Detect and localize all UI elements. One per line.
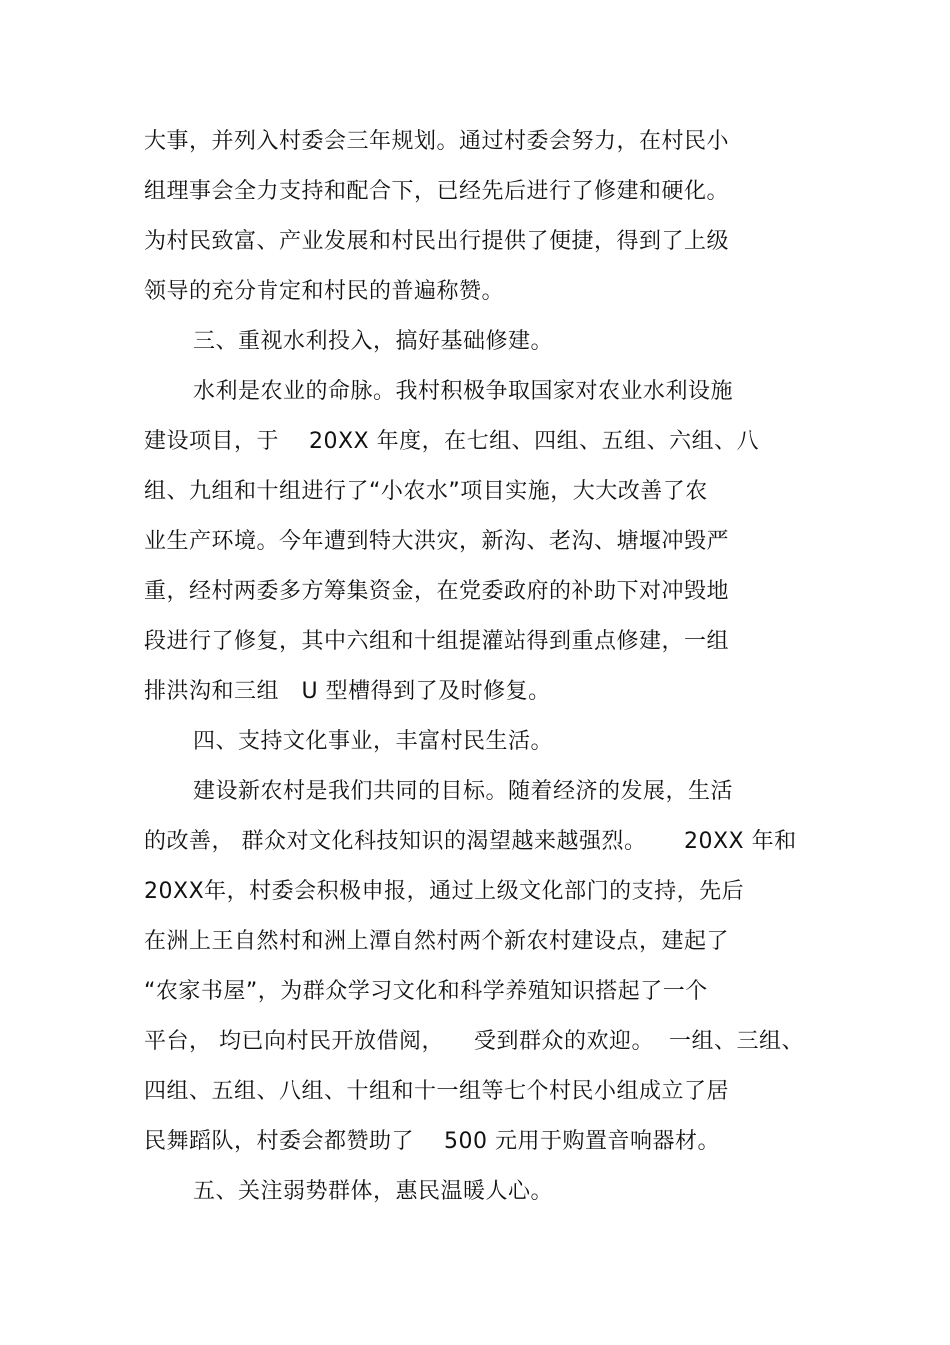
- text-line: 民舞蹈队，村委会都赞助了 500 元用于购置音响器材。: [144, 1129, 720, 1154]
- text-line: 排洪沟和三组 U 型槽得到了及时修复。: [144, 679, 551, 704]
- text-line: 大事，并列入村委会三年规划。通过村委会努力，在村民小: [144, 129, 730, 154]
- text-line: 四组、五组、八组、十组和十一组等七个村民小组成立了居: [144, 1079, 730, 1104]
- text-line: 为村民致富、产业发展和村民出行提供了便捷，得到了上级: [144, 229, 730, 254]
- text-line: 组理事会全力支持和配合下，已经先后进行了修建和硬化。: [144, 179, 730, 204]
- text-line: 段进行了修复，其中六组和十组提灌站得到重点修建，一组: [144, 629, 730, 654]
- text-line: 20XX年，村委会积极申报，通过上级文化部门的支持，先后: [144, 879, 745, 904]
- text-line: 在洲上王自然村和洲上潭自然村两个新农村建设点，建起了: [144, 929, 730, 954]
- section-heading: 三、重视水利投入，搞好基础修建。: [193, 329, 554, 354]
- text-line: 重，经村两委多方筹集资金，在党委政府的补助下对冲毁地: [144, 579, 730, 604]
- text-line: 水利是农业的命脉。我村积极争取国家对农业水利设施: [193, 379, 734, 404]
- text-line: 业生产环境。今年遭到特大洪灾，新沟、老沟、塘堰冲毁严: [144, 529, 730, 554]
- text-line: 的改善， 群众对文化科技知识的渴望越来越强烈。 20XX 年和: [144, 829, 797, 854]
- text-line: 平台， 均已向村民开放借阅， 受到群众的欢迎。 一组、三组、: [144, 1029, 804, 1054]
- section-heading: 五、关注弱势群体，惠民温暖人心。: [193, 1179, 554, 1204]
- text-line: “农家书屋”，为群众学习文化和科学养殖知识搭起了一个: [144, 979, 708, 1004]
- text-line: 建设新农村是我们共同的目标。随着经济的发展，生活: [193, 779, 734, 804]
- section-heading: 四、支持文化事业，丰富村民生活。: [193, 729, 554, 754]
- text-line: 建设项目，于 20XX 年度，在七组、四组、五组、六组、八: [144, 429, 760, 454]
- text-line: 领导的充分肯定和村民的普遍称赞。: [144, 279, 505, 304]
- text-line: 组、九组和十组进行了“小农水”项目实施，大大改善了农: [144, 479, 708, 504]
